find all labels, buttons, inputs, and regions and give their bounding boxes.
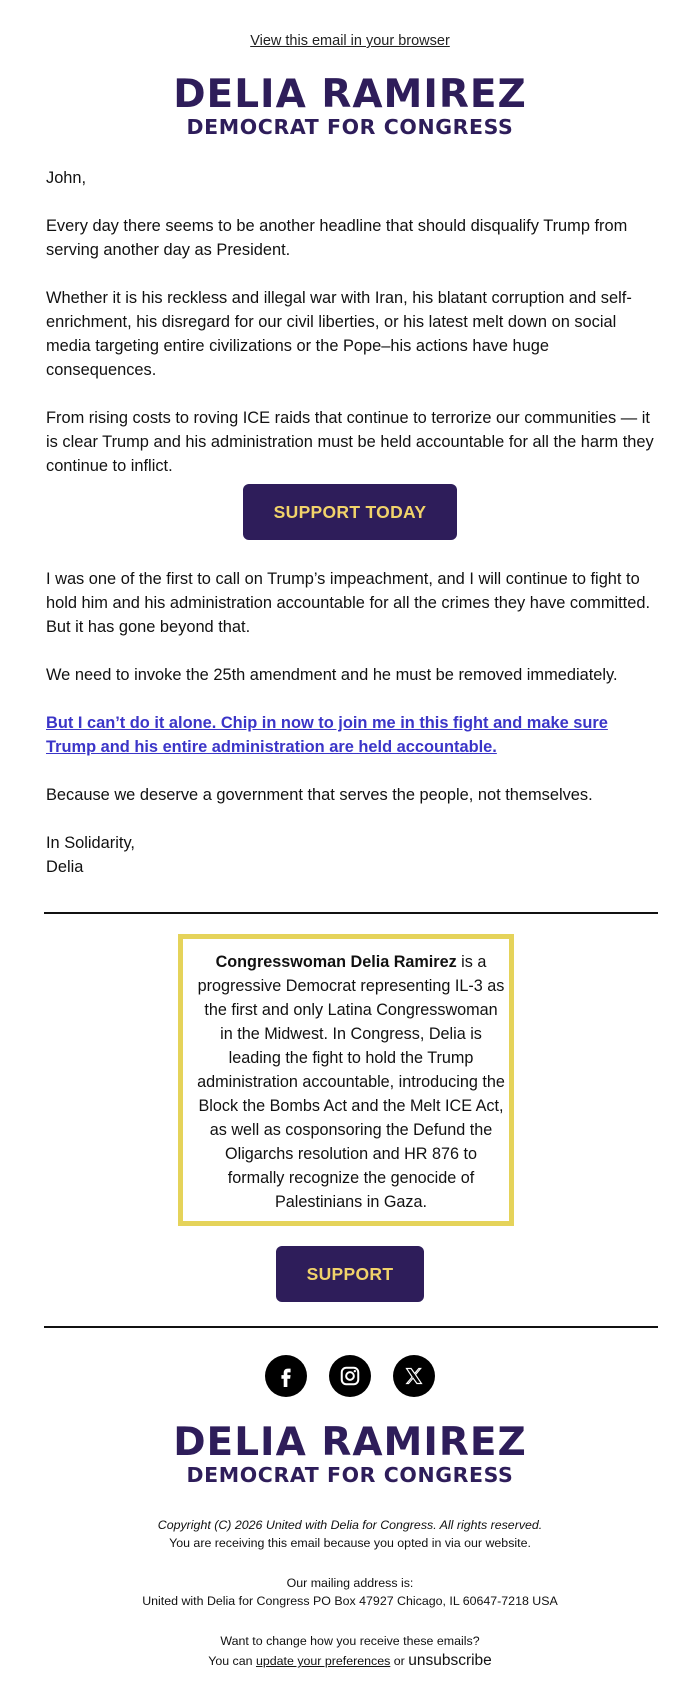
unsubscribe-link[interactable]: unsubscribe <box>408 1652 492 1669</box>
view-in-browser-link[interactable]: View this email in your browser <box>250 33 450 49</box>
facebook-icon[interactable] <box>265 1355 307 1397</box>
logo-tagline: DEMOCRAT FOR CONGRESS <box>186 115 514 139</box>
change-prompt: Want to change how you receive these emails? <box>220 1634 480 1648</box>
header-logo[interactable] <box>0 74 700 138</box>
signoff: In Solidarity, <box>46 834 135 852</box>
support-today-wrap <box>0 484 700 540</box>
mailing-label: Our mailing address is: <box>286 1576 414 1590</box>
email-body-continued <box>46 567 656 879</box>
bio-name: Congresswoman Delia Ramirez <box>215 953 457 971</box>
signature: Delia <box>46 858 84 876</box>
body-paragraph-1: Every day there seems to be another headline that should disqualify Trump from serving another day as President. <box>46 217 628 259</box>
body-paragraph-3: From rising costs to roving ICE raids that continue to terrorize our communities — it is clear Trump and his administration must be held accountable for all the harm they continue to inflict. <box>46 409 654 475</box>
x-icon[interactable] <box>393 1355 435 1397</box>
greeting: John, <box>46 169 87 187</box>
divider-top <box>44 912 658 914</box>
chip-in-link[interactable]: But I can’t do it alone. Chip in now to join me in this fight and make sure Trump and his entire administration are held accountable. <box>46 714 608 756</box>
instagram-icon[interactable] <box>329 1355 371 1397</box>
footer-logo[interactable] <box>0 1422 700 1486</box>
update-preferences-link[interactable]: update your preferences <box>255 1654 391 1668</box>
bio-text <box>196 950 506 1214</box>
view-in-browser <box>0 33 700 49</box>
divider-bottom <box>44 1326 658 1328</box>
body-paragraph-4: I was one of the first to call on Trump’s impeachment, and I will continue to fight to hold him and his administration accountable for all the crimes they have committed. But it has gone beyond that. <box>46 570 651 636</box>
footer-logo-tagline: DEMOCRAT FOR CONGRESS <box>186 1463 514 1487</box>
body-paragraph-2: Whether it is his reckless and illegal war with Iran, his blatant corruption and self-enrichment, his disregard for our civil liberties, or his latest melt down on social media targeting entire civilizations or the Pope–his actions have huge consequences. <box>46 289 632 379</box>
body-paragraph-6: Because we deserve a government that serves the people, not themselves. <box>46 786 593 804</box>
footer <box>0 1516 700 1670</box>
logo-name: DELIA RAMIREZ <box>173 72 527 117</box>
mailing-address: United with Delia for Congress PO Box 47927 Chicago, IL 60647-7218 USA <box>142 1594 558 1608</box>
preferences-line: You can update your preferences or unsubscribe <box>208 1652 492 1669</box>
support-wrap <box>0 1246 700 1302</box>
email-body <box>46 166 656 478</box>
body-paragraph-5: We need to invoke the 25th amendment and he must be removed immediately. <box>46 666 618 684</box>
footer-logo-name: DELIA RAMIREZ <box>173 1420 527 1465</box>
receiving-reason: You are receiving this email because you opted in via our website. <box>169 1536 531 1550</box>
copyright: Copyright (C) 2026 United with Delia for Congress. All rights reserved. <box>157 1518 543 1532</box>
support-button[interactable]: SUPPORT <box>276 1246 424 1302</box>
support-today-button[interactable]: SUPPORT TODAY <box>243 484 457 540</box>
bio-description: is a progressive Democrat representing IL-3 as the first and only Latina Congresswoman in the Midwest. In Congress, Delia is leading the fight to hold the Trump administration accountable, introducing the Block the Bombs Act and the Melt ICE Act, as well as cosponsoring the Defund the Oligarchs resolution and HR 876 to formally recognize the genocide of Palestinians in Gaza. <box>197 953 505 1211</box>
